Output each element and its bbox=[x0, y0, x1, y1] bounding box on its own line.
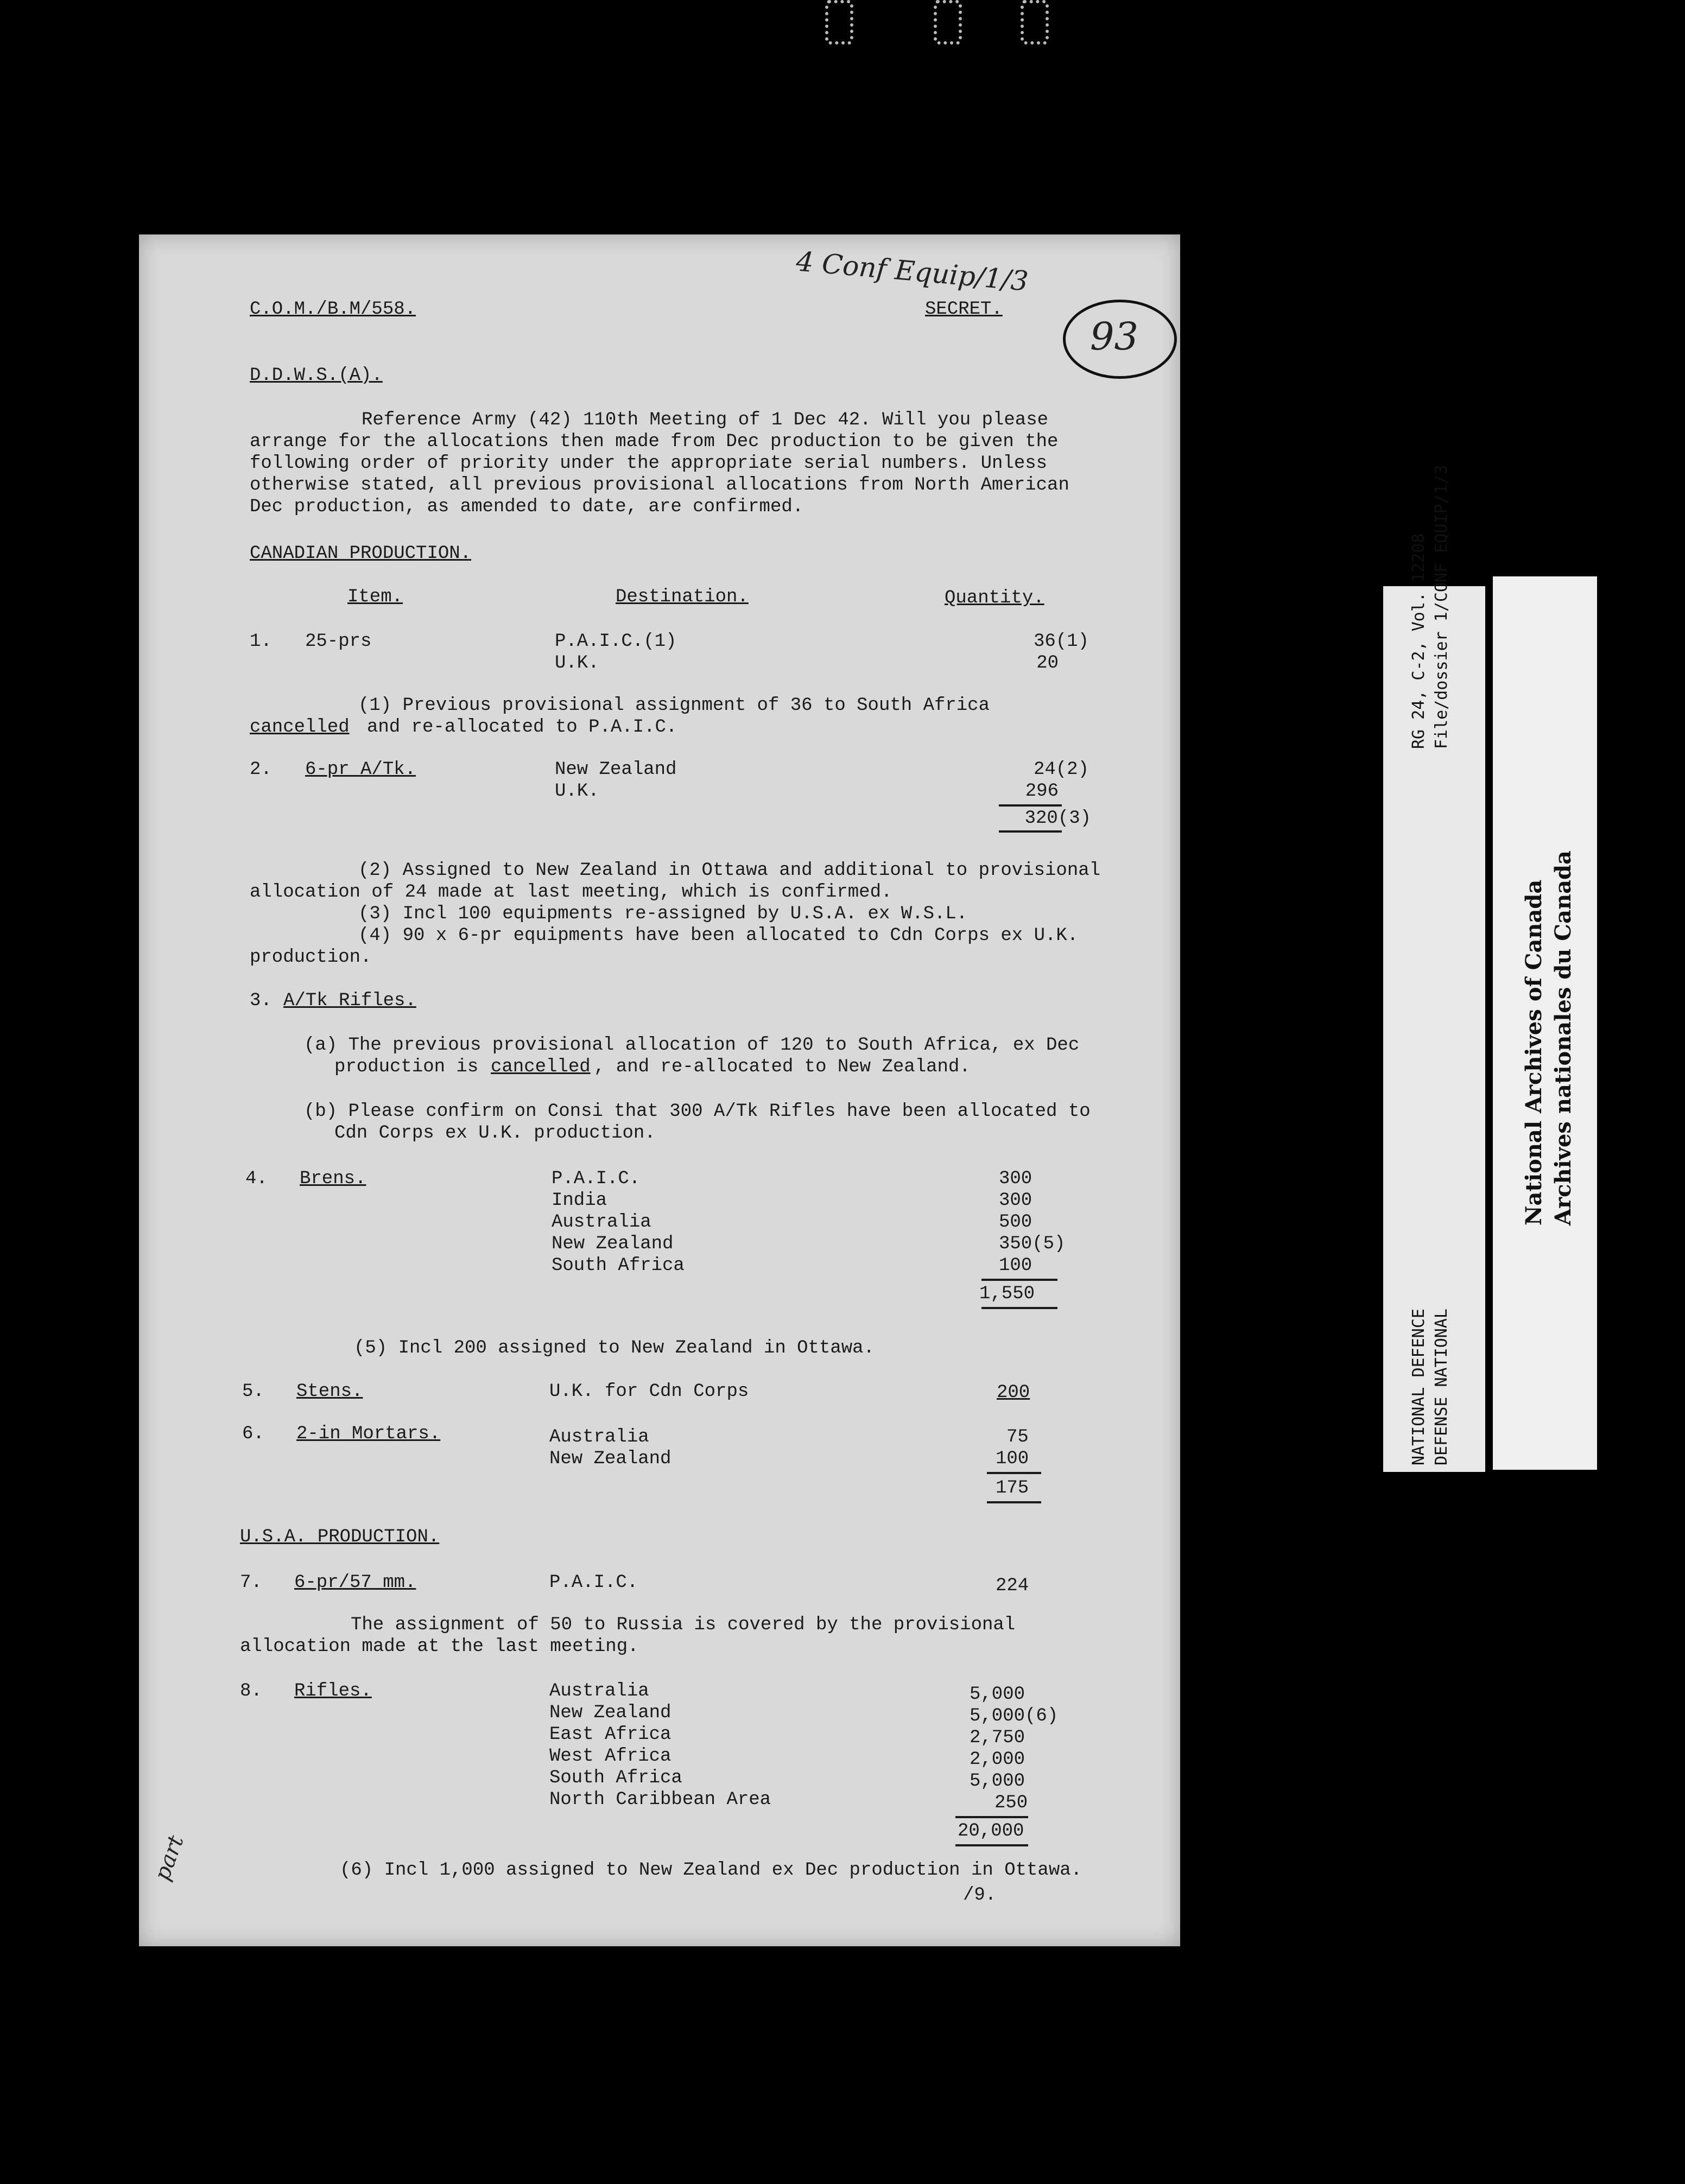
quantity: 36(1) bbox=[1033, 631, 1089, 652]
note-text: (1) Previous provisional assignment of 36 to South Africa bbox=[358, 695, 990, 716]
item-number: 3. bbox=[250, 991, 272, 1011]
total-rule bbox=[987, 1472, 1041, 1474]
destination: East Africa bbox=[549, 1724, 672, 1745]
classification-label: SECRET. bbox=[925, 299, 1003, 320]
item-number: 7. bbox=[240, 1572, 262, 1593]
total-rule bbox=[999, 830, 1062, 833]
archive-reference-line: File/dossier 1/CONF EQUIP/1/3 bbox=[1432, 465, 1451, 749]
quantity: 5,000 bbox=[970, 1684, 1025, 1705]
intro-line: arrange for the allocations then made from Dec production to be given the bbox=[250, 431, 1059, 452]
total-rule bbox=[955, 1816, 1028, 1818]
destination: P.A.I.C. bbox=[552, 1169, 641, 1189]
destination: India bbox=[552, 1190, 607, 1211]
destination: New Zealand bbox=[552, 1234, 674, 1254]
note-text: (2) Assigned to New Zealand in Ottawa and additional to provisional bbox=[358, 860, 1101, 881]
archive-reference-line: RG 24, C-2, Vol. 12208 bbox=[1409, 533, 1428, 749]
quantity: 100 bbox=[996, 1449, 1029, 1469]
note-text: and re-allocated to P.A.I.C. bbox=[367, 717, 677, 738]
note-text: (4) 90 x 6-pr equipments have been allocated to Cdn Corps ex U.K. bbox=[358, 925, 1079, 946]
quantity-total: 320(3) bbox=[1024, 808, 1091, 829]
sub-paragraph: (b) Please confirm on Consi that 300 A/Tk Rifles have been allocated to bbox=[304, 1101, 1091, 1122]
total-rule bbox=[955, 1844, 1028, 1846]
column-header-quantity: Quantity. bbox=[945, 588, 1044, 608]
destination: Australia bbox=[549, 1681, 649, 1702]
note-text: (6) Incl 1,000 assigned to New Zealand ex Dec production in Ottawa. bbox=[340, 1860, 1082, 1881]
item-name: 6-pr A/Tk. bbox=[305, 759, 416, 780]
destination: Australia bbox=[549, 1427, 649, 1447]
film-mark bbox=[934, 0, 962, 45]
section-heading-canadian: CANADIAN PRODUCTION. bbox=[250, 543, 472, 564]
section-heading-usa: U.S.A. PRODUCTION. bbox=[240, 1527, 440, 1547]
folio-number: 93 bbox=[1090, 314, 1139, 359]
quantity: 500 bbox=[999, 1212, 1032, 1233]
item-name: Brens. bbox=[300, 1169, 366, 1189]
quantity-total: 20,000 bbox=[958, 1821, 1024, 1842]
item-number: 6. bbox=[242, 1424, 264, 1444]
quantity: 300 bbox=[999, 1169, 1032, 1189]
quantity: 2,000 bbox=[970, 1749, 1025, 1770]
quantity: 100 bbox=[999, 1255, 1032, 1276]
item-name: 6-pr/57 mm. bbox=[294, 1572, 416, 1593]
sub-paragraph: , and re-allocated to New Zealand. bbox=[594, 1057, 971, 1077]
total-rule bbox=[981, 1307, 1057, 1309]
sub-paragraph: Cdn Corps ex U.K. production. bbox=[334, 1123, 656, 1144]
total-rule bbox=[981, 1279, 1057, 1281]
note-text: production. bbox=[250, 947, 372, 968]
destination: South Africa bbox=[549, 1768, 682, 1788]
film-mark bbox=[1021, 0, 1049, 45]
quantity: 224 bbox=[996, 1576, 1029, 1596]
addressee: D.D.W.S.(A). bbox=[250, 365, 383, 386]
quantity: 5,000 bbox=[970, 1771, 1025, 1792]
quantity: 24(2) bbox=[1033, 759, 1089, 780]
item-name: Rifles. bbox=[294, 1681, 372, 1702]
intro-line: Reference Army (42) 110th Meeting of 1 Dec 42. Will you please bbox=[362, 410, 1049, 430]
note-text: (5) Incl 200 assigned to New Zealand in Ottawa. bbox=[354, 1338, 875, 1358]
note-text: The assignment of 50 to Russia is covered by the provisional bbox=[351, 1615, 1016, 1635]
note-text-emphasis: cancelled bbox=[250, 717, 350, 738]
archive-institution-name: National Archives of Canada bbox=[1521, 879, 1547, 1226]
destination: South Africa bbox=[552, 1255, 685, 1276]
document-page bbox=[139, 234, 1180, 1946]
item-number: 5. bbox=[242, 1381, 264, 1402]
archive-reference-strip bbox=[1383, 465, 1485, 1472]
destination: U.K. bbox=[555, 653, 599, 674]
film-mark bbox=[825, 0, 853, 45]
destination: West Africa bbox=[549, 1746, 672, 1767]
column-header-item: Item. bbox=[347, 587, 403, 607]
column-header-destination: Destination. bbox=[616, 587, 749, 607]
quantity: 296 bbox=[1025, 781, 1059, 802]
destination: P.A.I.C.(1) bbox=[555, 631, 677, 652]
note-text: (3) Incl 100 equipments re-assigned by U.S.A. ex W.S.L. bbox=[358, 904, 968, 924]
item-name: 25-prs bbox=[305, 631, 372, 652]
handwritten-file-ref: 4 Conf Equip/1/3 bbox=[795, 245, 1030, 297]
quantity-total: 175 bbox=[996, 1478, 1029, 1499]
quantity: 200 bbox=[997, 1382, 1030, 1403]
item-number: 4. bbox=[245, 1169, 268, 1189]
destination: New Zealand bbox=[555, 759, 677, 780]
quantity: 300 bbox=[999, 1190, 1032, 1211]
destination: P.A.I.C. bbox=[549, 1572, 638, 1593]
document-reference: C.O.M./B.M/558. bbox=[250, 299, 416, 320]
destination: New Zealand bbox=[549, 1703, 672, 1723]
note-text: allocation of 24 made at last meeting, which is confirmed. bbox=[250, 882, 892, 903]
item-name: Stens. bbox=[296, 1381, 363, 1402]
sub-paragraph: production is bbox=[334, 1057, 479, 1077]
quantity: 5,000(6) bbox=[970, 1706, 1059, 1726]
destination: New Zealand bbox=[549, 1449, 672, 1469]
destination: U.K. bbox=[555, 781, 599, 802]
intro-line: following order of priority under the appropriate serial numbers. Unless bbox=[250, 453, 1048, 474]
quantity: 2,750 bbox=[970, 1728, 1025, 1748]
item-number: 8. bbox=[240, 1681, 262, 1702]
quantity: 75 bbox=[1006, 1427, 1029, 1447]
destination: North Caribbean Area bbox=[549, 1789, 771, 1810]
item-name: 2-in Mortars. bbox=[296, 1424, 441, 1444]
archive-institution-name: Archives nationales du Canada bbox=[1550, 850, 1576, 1226]
item-name: A/Tk Rifles. bbox=[283, 991, 416, 1011]
archive-department-line: NATIONAL DEFENCE bbox=[1409, 1309, 1428, 1465]
intro-line: Dec production, as amended to date, are confirmed. bbox=[250, 497, 804, 517]
handwritten-margin-note: part bbox=[149, 1832, 189, 1884]
continuation-marker: /9. bbox=[963, 1885, 997, 1906]
total-rule bbox=[987, 1501, 1041, 1503]
note-text: allocation made at the last meeting. bbox=[240, 1636, 639, 1657]
item-number: 1. bbox=[250, 631, 272, 652]
sub-paragraph: (a) The previous provisional allocation of 120 to South Africa, ex Dec bbox=[304, 1035, 1080, 1056]
archive-department-line: DEFENSE NATIONAL bbox=[1432, 1309, 1451, 1465]
destination: Australia bbox=[552, 1212, 651, 1233]
sub-paragraph-emphasis: cancelled bbox=[491, 1057, 591, 1077]
quantity: 20 bbox=[1036, 653, 1059, 674]
quantity-total: 1,550 bbox=[979, 1284, 1035, 1304]
total-rule bbox=[999, 804, 1062, 807]
intro-line: otherwise stated, all previous provisional allocations from North American bbox=[250, 475, 1069, 496]
quantity: 250 bbox=[994, 1793, 1028, 1813]
archive-institution-strip bbox=[1493, 576, 1597, 1470]
quantity: 350(5) bbox=[999, 1234, 1066, 1254]
item-number: 2. bbox=[250, 759, 272, 780]
destination: U.K. for Cdn Corps bbox=[549, 1381, 749, 1402]
